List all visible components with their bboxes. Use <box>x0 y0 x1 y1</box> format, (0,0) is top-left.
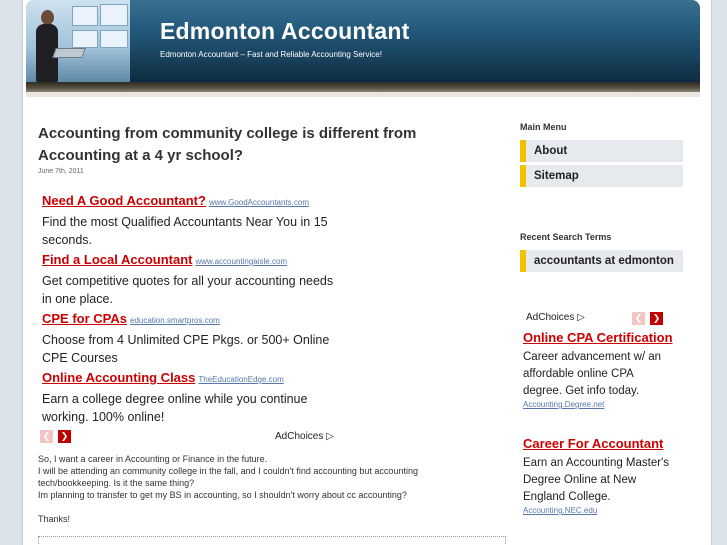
ad-unit <box>42 370 342 426</box>
post-paragraph: I will be attending an community college in the fall, and I couldn't find accounting but accounting tech/bookkeeping. Is it the same thing? <box>38 466 418 488</box>
sidebar-ad-headline-link[interactable]: Online CPA Certification <box>523 330 673 345</box>
ad-description: Earn a college degree online while you continue working. 100% online! <box>42 392 308 424</box>
adchoices-icon: ▷ <box>326 431 334 442</box>
comment-box <box>38 536 506 545</box>
sidebar-ad-description: Earn an Accounting Master's Degree Online at New England College. <box>523 457 670 503</box>
site-tagline: Edmonton Accountant – Fast and Reliable Accounting Service! <box>160 50 382 59</box>
adchoices-label: AdChoices <box>526 312 575 323</box>
sidebar-ad-description: Career advancement w/ an affordable online CPA degree. Get info today. <box>523 351 662 397</box>
header-divider <box>26 82 700 92</box>
post-body <box>38 453 478 501</box>
ad-headline-link[interactable]: CPE for CPAs <box>42 311 127 326</box>
ad-description: Find the most Qualified Accountants Near You in 15 seconds. <box>42 215 328 247</box>
ad-description: Choose from 4 Unlimited CPE Pkgs. or 500+ Online CPE Courses <box>42 333 330 365</box>
sidebar-ad-url-link[interactable]: Accounting.NEC.edu <box>523 506 598 515</box>
ad-url-link[interactable]: www.accountingaisle.com <box>195 257 288 266</box>
site-header <box>26 0 700 82</box>
sidebar-ad-unit <box>523 435 673 515</box>
adchoices-icon: ▷ <box>577 312 585 323</box>
ad-url-link[interactable]: TheEducationEdge.com <box>198 375 284 384</box>
site-title[interactable]: Edmonton Accountant <box>160 18 410 44</box>
ad-url-link[interactable]: www.GoodAccountants.com <box>208 198 309 207</box>
ad-headline-link[interactable]: Online Accounting Class <box>42 370 196 385</box>
search-terms-heading: Recent Search Terms <box>520 232 612 242</box>
post-signoff: Thanks! <box>38 514 71 524</box>
ad-url-link[interactable]: education.smartpros.com <box>130 316 220 325</box>
sidebar-adchoices-link[interactable] <box>526 312 585 323</box>
header-divider-light <box>26 92 700 97</box>
menu-item-sitemap[interactable]: Sitemap <box>520 165 683 187</box>
sidebar-ad-unit <box>523 329 673 409</box>
sidebar-ad-next-arrow-icon[interactable]: ❯ <box>650 312 663 325</box>
post-date: June 7th, 2011 <box>38 168 84 175</box>
menu-item-about[interactable]: About <box>520 140 683 162</box>
search-term-link[interactable]: accountants at edmonton <box>520 250 683 272</box>
sidebar-ad-headline-link[interactable]: Career For Accountant <box>523 436 664 451</box>
post-paragraph: So, I want a career in Accounting or Finance in the future. <box>38 454 268 464</box>
post-title[interactable]: Accounting from community college is different from Accounting at a 4 yr school? <box>38 125 417 164</box>
adchoices-label: AdChoices <box>275 431 324 442</box>
ad-prev-arrow-icon[interactable]: ❮ <box>40 430 53 443</box>
ad-unit <box>42 193 342 249</box>
adchoices-link[interactable] <box>275 431 334 442</box>
ad-unit <box>42 252 342 308</box>
ad-headline-link[interactable]: Find a Local Accountant <box>42 252 193 267</box>
post-paragraph: Im planning to transfer to get my BS in accounting, so I shouldn't worry about cc accounting? <box>38 490 407 500</box>
ad-description: Get competitive quotes for all your accounting needs in one place. <box>42 274 334 306</box>
main-menu-heading: Main Menu <box>520 122 567 132</box>
header-photo <box>26 0 130 82</box>
ad-unit <box>42 311 342 367</box>
sidebar-ad-prev-arrow-icon[interactable]: ❮ <box>632 312 645 325</box>
ad-next-arrow-icon[interactable]: ❯ <box>58 430 71 443</box>
sidebar-ad-url-link[interactable]: Accounting.Degree.net <box>523 400 605 409</box>
ad-headline-link[interactable]: Need A Good Accountant? <box>42 193 206 208</box>
